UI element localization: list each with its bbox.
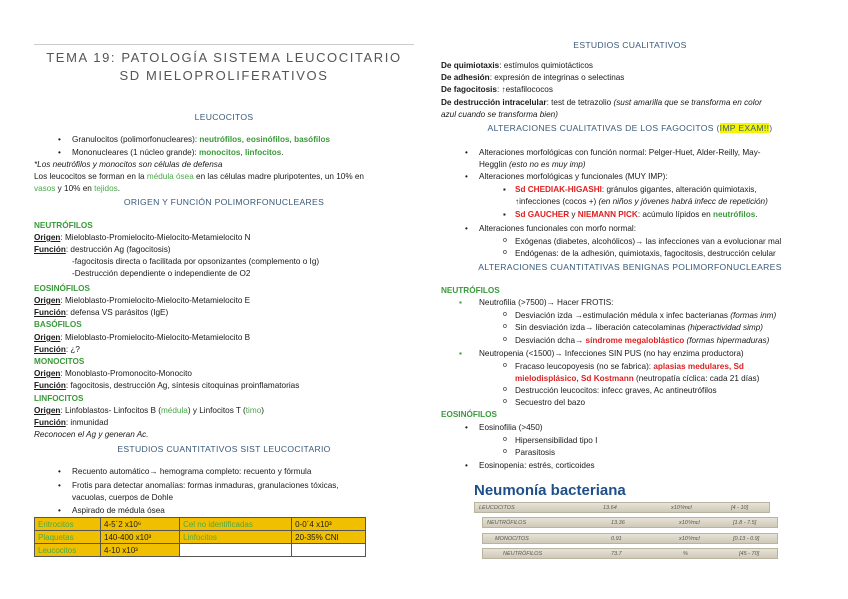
destruccion-line: De destrucción intracelular: test de tetrazolio (sust amarilla que se transforma en color [441, 98, 762, 107]
valores-table [34, 517, 366, 557]
page-title: TEMA 19: PATOLOGÍA SISTEMA LEUCOCITARIO SD MIELOPROLIFERATIVOS [34, 44, 414, 85]
alteraciones-cualitativas-heading: ALTERACIONES CUALITATIVAS DE LOS FAGOCITOS (IMP EXAM!!) [487, 123, 773, 133]
neutrofilos-origen: Origen: Mieloblasto-Promielocito-Mielocito-Metamielocito N [34, 233, 251, 242]
neumonia-title: Neumonía bacteriana [474, 482, 626, 499]
estudio-frotis: • Frotis para detectar anomalías: formas inmaduras, granulaciones tóxicas, [72, 481, 339, 490]
eosinofilos-heading: EOSINÓFILOS [34, 284, 90, 293]
table-cell: 4-10 x10³ [101, 544, 180, 557]
alt-funcionales: • Alteraciones morfológicas y funcionales (MUY IMP): [479, 172, 668, 181]
formacion-text: Los leucocitos se forman en la médula ósea en las células madre pluripotentes, un 10% en [34, 172, 364, 181]
destruccion-leucocitos: o Destrucción leucocitos: infecc graves, Ac antineutrófilos [515, 386, 717, 395]
destruccion-note: azul cuando se transforma bien) [441, 110, 558, 119]
table-cell: Linfocitos [180, 531, 292, 544]
fracaso-leucopoyesis-2: mielodisplásico, Sd Kostmann (neutropatía cíclica: cada 21 días) [515, 374, 760, 383]
linfocitos-origen: Origen: Linfoblastos- Linfocitos B (médula) y Linfocitos T (timo) [34, 406, 264, 415]
sin-desviacion: o Sin desviación izda→ liberación catecolaminas (hiperactividad simp) [515, 323, 763, 332]
alt-morfologicas-2: Hegglin (esto no es muy imp) [479, 160, 586, 169]
chediak-item-2: ↑infecciones (cocos +) (en niños y jóvenes habrá infecc de repetición) [515, 197, 768, 206]
neutrofilos-funcion: Función: destrucción Ag (fagocitosis) [34, 245, 171, 254]
benignas-heading: ALTERACIONES CUANTITATIVAS BENIGNAS POLIMORFONUCLEARES [478, 262, 782, 272]
granulocitos-item: • Granulocitos (polimorfonucleares): neutrófilos, eosinófilos, basófilos [72, 135, 330, 144]
lab-row: MONOCITOS 0.91 x10³/mcl [0.13 - 0.9] [482, 533, 778, 544]
eosinofilos-funcion: Función: defensa VS parásitos (IgE) [34, 308, 169, 317]
fracaso-leucopoyesis: o Fracaso leucopoyesis (no se fabrica): aplasias medulares, Sd [515, 362, 744, 371]
neutrofilos-r-heading: NEUTRÓFILOS [441, 286, 500, 295]
alt-funcionales-morfo-normal: • Alteraciones funcionales con morfo normal: [479, 224, 636, 233]
basofilos-funcion: Función: ¿? [34, 345, 80, 354]
table-cell: Cel no identificadas [180, 518, 292, 531]
neutrofilos-heading: NEUTRÓFILOS [34, 221, 93, 230]
estudio-frotis-2: vacuolas, cuerpos de Dohle [72, 493, 174, 502]
table-cell [180, 544, 292, 557]
table-cell: 4-5´2 x10⁶ [101, 518, 180, 531]
neutrofilia-item: ▪ Neutrofilia (>7500)→ Hacer FROTIS: [459, 298, 614, 307]
table-cell: Leucocitos [35, 544, 101, 557]
lab-row: NEUTRÓFILOS 73.7 % [45 - 70] [482, 548, 778, 559]
neutropenia-item: ▪ Neutropenia (<1500)→ Infecciones SIN PUS (no hay enzima productora) [459, 349, 744, 358]
exogenas-item: o Exógenas (diabetes, alcohólicos)→ las infecciones van a evolucionar mal [515, 237, 781, 246]
eosinofilos-origen: Origen: Mieloblasto-Promielocito-Mielocito-Metamielocito E [34, 296, 251, 305]
fagocitosis-line: De fagocitosis: ↑estafilococos [441, 85, 553, 94]
table-cell: 0-0´4 x10³ [292, 518, 366, 531]
basofilos-heading: BASÓFILOS [34, 320, 82, 329]
table-cell [292, 544, 366, 557]
eosinopenia-item: • Eosinopenia: estrés, corticoides [479, 461, 595, 470]
neutrofilos-funcion-2: -Destrucción dependiente o independiente de O2 [72, 269, 251, 278]
table-cell: 20-35% CNI [292, 531, 366, 544]
chediak-item: ▪ Sd CHEDIAK-HIGASHI: gránulos gigantes, alteración quimiotaxis, [515, 185, 757, 194]
monocitos-origen: Origen: Monoblasto-Promonocito-Monocito [34, 369, 192, 378]
estudio-recuento: • Recuento automático→ hemograma completo: recuento y fórmula [72, 467, 311, 476]
defense-note: *Los neutrófilos y monocitos son células de defensa [34, 160, 223, 169]
neutrofilos-funcion-1: -fagocitosis directa o facilitada por opsonizantes (complemento o Ig) [72, 257, 320, 266]
quimiotaxis-line: De quimiotaxis: estímulos quimiotácticos [441, 61, 593, 70]
table-cell: 140-400 x10³ [101, 531, 180, 544]
endogenas-item: o Endógenas: de la adhesión, quimiotaxis, fagocitosis, destrucción celular [515, 249, 776, 258]
eosinofilos-r-heading: EOSINÓFILOS [441, 410, 497, 419]
leucocitos-heading: LEUCOCITOS [194, 112, 254, 122]
eosinofilia-item: • Eosinofilia (>450) [479, 423, 543, 432]
table-row [35, 544, 366, 557]
linfocitos-heading: LINFOCITOS [34, 394, 84, 403]
mononucleares-item: • Mononucleares (1 núcleo grande): monocitos, linfocitos. [72, 148, 284, 157]
estudio-aspirado: • Aspirado de médula ósea [72, 506, 165, 515]
linfocitos-funcion: Función: inmunidad [34, 418, 109, 427]
origen-heading: ORIGEN Y FUNCIÓN POLIMORFONUCLEARES [123, 197, 325, 207]
basofilos-origen: Origen: Mieloblasto-Promielocito-Mielocito-Metamielocito B [34, 333, 251, 342]
adhesion-line: De adhesión: expresión de integrinas o selectinas [441, 73, 625, 82]
alt-morfologicas: • Alteraciones morfológicas con función normal: Pelger-Huet, Alder-Reilly, May- [479, 148, 761, 157]
estudios-heading: ESTUDIOS CUANTITATIVOS SIST LEUCOCITARIO [117, 444, 331, 454]
neumonia-lab-image [474, 482, 780, 572]
lab-row: NEUTRÓFILOS 13.36 x10³/mcl [1.8 - 7.5] [482, 517, 778, 528]
desviacion-izda: o Desviación izda →estimulación médula x infec bacterianas (formas inm) [515, 311, 776, 320]
gaucher-item: ▪ Sd GAUCHER y NIEMANN PICK: acúmulo lípidos en neutrófilos. [515, 210, 758, 219]
desviacion-dcha: o Desviación dcha→ síndrome megaloblástico (formas hipermaduras) [515, 336, 769, 345]
lab-row: LEUCOCITOS 13.64 x10³/mcl [4 - 10] [474, 502, 770, 513]
monocitos-heading: MONOCITOS [34, 357, 85, 366]
table-row [35, 531, 366, 544]
hipersensibilidad-item: o Hipersensibilidad tipo I [515, 436, 597, 445]
table-row [35, 518, 366, 531]
table-cell: Eritrocitos [35, 518, 101, 531]
formacion-text-2: vasos y 10% en tejidos. [34, 184, 121, 193]
cualitativos-heading: ESTUDIOS CUALITATIVOS [573, 40, 687, 50]
secuestro-bazo: o Secuestro del bazo [515, 398, 585, 407]
monocitos-funcion: Función: fagocitosis, destrucción Ag, síntesis citoquinas proinflamatorias [34, 381, 300, 390]
table-cell: Plaquetas [35, 531, 101, 544]
parasitosis-item: o Parasitosis [515, 448, 555, 457]
linfocitos-note: Reconocen el Ag y generan Ac. [34, 430, 149, 439]
